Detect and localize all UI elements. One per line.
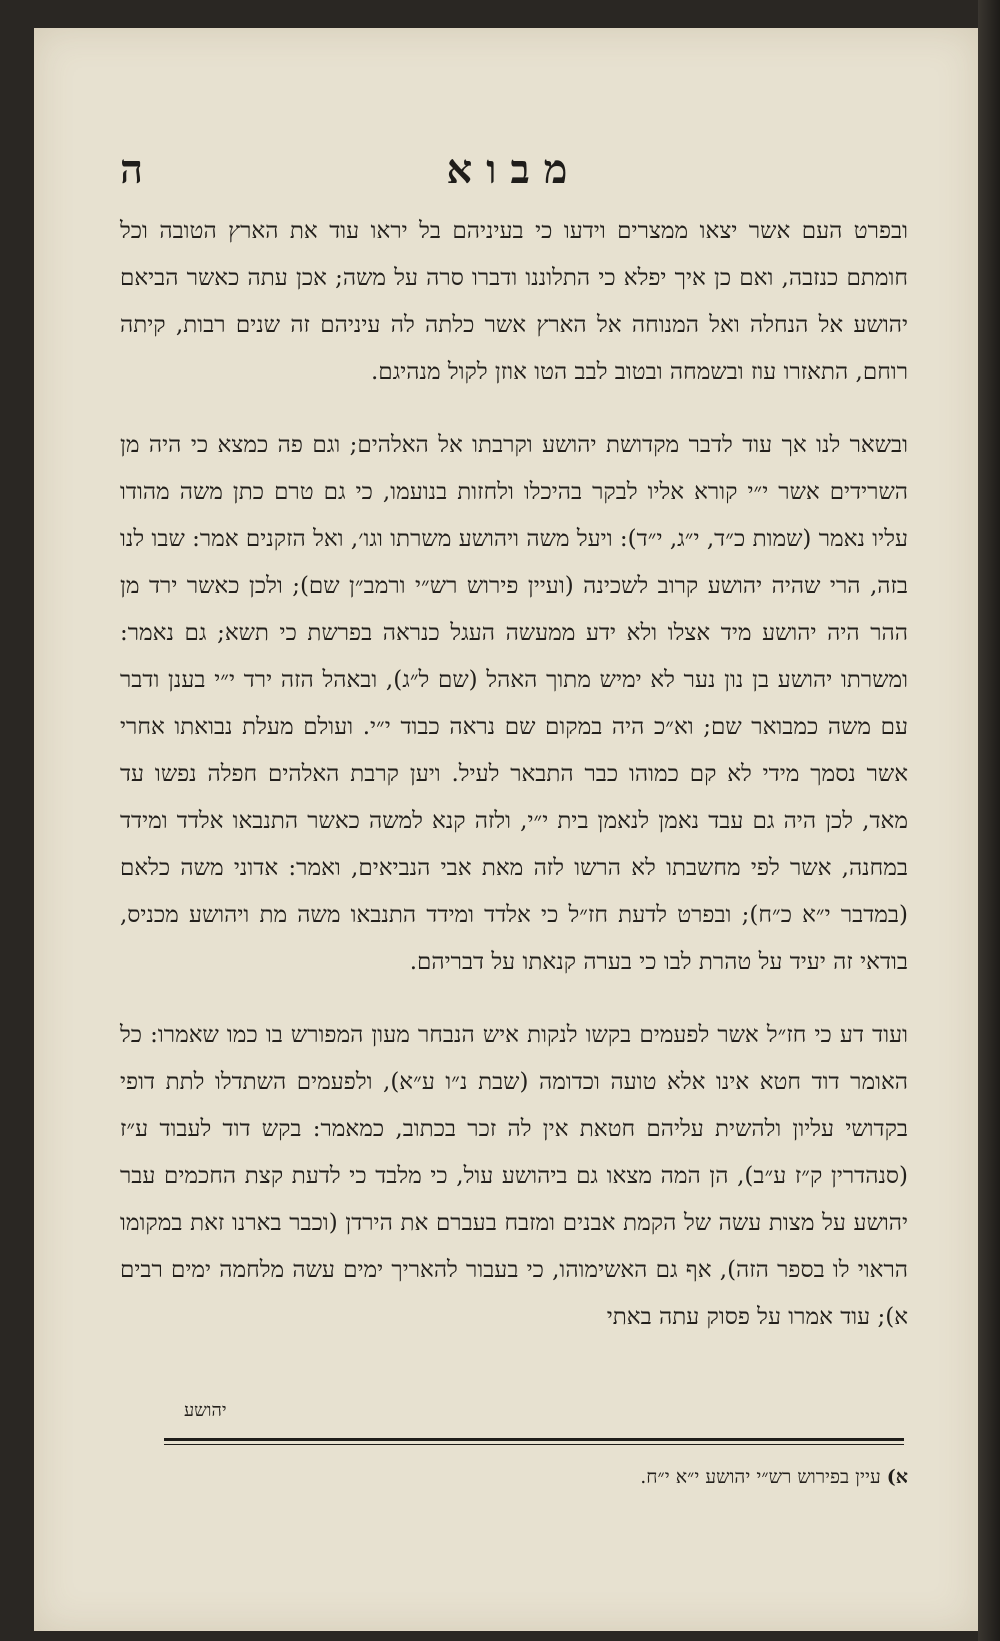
page-header — [34, 146, 978, 206]
paragraph: ובפרט העם אשר יצאו ממצרים וידעו כי בעיניהם בל יראו עוד את הארץ הטובה וכל חומתם כנזבה, ואם כן איך יפלא כי התלוננו ודברו סרה על משה; אכן עתה כאשר הביאם יהושע אל הנחלה ואל המנוחה אל הארץ אשר כלתה לה עיניהם זה שנים רבות, קיתה רוחם, התאזרו עוז ובשמחה ובטוב לבב הטו אוזן לקול מנהיגם. — [120, 218, 908, 385]
book-page — [34, 28, 978, 1631]
footnote-separator-thin — [164, 1444, 904, 1445]
footnote-marker: א) — [886, 1466, 908, 1488]
page-number: ה — [120, 146, 144, 193]
catchword: יהושע — [184, 1400, 227, 1421]
body-text — [120, 208, 908, 1341]
adjacent-page-edge — [978, 0, 1000, 1641]
page-title: מבוא — [446, 146, 582, 193]
paragraph: ועוד דע כי חז״ל אשר לפעמים בקשו לנקות איש הנבחר מעון המפורש בו כמו שאמרו: כל האומר דוד חטא אינו אלא טועה וכדומה (שבת נ״ו ע״א), ולפעמים השתדלו לתת דופי בקדושי עליון ולהשית עליהם חטאת אין לה זכר בכתוב, כמאמר: בקש דוד לעבוד ע״ז (סנהדרין ק״ז ע״ב), הן המה מצאו גם ביהושע עול, כי מלבד כי לדעת קצת החכמים עבר יהושע על מצות עשה של הקמת אבנים ומזבח בעברם את הירדן (וכבר בארנו זאת במקומו הראוי לו בספר הזה), אף גם האשימוהו, כי בעבור להאריך ימים עשה מלחמה ימים רבים א); עוד אמרו על פסוק עתה באתי — [120, 1022, 908, 1330]
footnote-separator — [164, 1438, 904, 1441]
paragraph: ובשאר לנו אך עוד לדבר מקדושת יהושע וקרבתו אל האלהים; וגם פה כמצא כי היה מן השרידים אשר י״י קורא אליו לבקר בהיכלו ולחזות בנועמו, כי גם טרם כתן משה מהודו עליו נאמר (שמות כ״ד, י״ג, י״ד): ויעל משה ויהושע משרתו וגו׳, ואל הזקנים אמר: שבו לנו בזה, הרי שהיה יהושע קרוב לשכינה (ועיין פירוש רש״י ורמב״ן שם); ולכן כאשר ירד מן ההר היה יהושע מיד אצלו ולא ידע ממעשה העגל כנראה בפרשת כי תשא; גם נאמר: ומשרתו יהושע בן נון נער לא ימיש מתוך האהל (שם ל״ג), ובאהל הזה ירד י״י בענן ודבר עם משה כמבואר שם; וא״כ היה במקום שם נראה כבוד י״י. ועולם מעלת נבואתו אחרי אשר נסמך מידי לא קם כמוהו כבר התבאר לעיל. ויען קרבת האלהים חפלה נפשו עד מאד, לכן היה גם עבד נאמן לנאמן בית י״י, ולזה קנא למשה כאשר התנבאו אלדד ומידד במחנה, אשר לפי מחשבתו לא הרשו לזה מאת אבי הנביאים, ואמר: אדוני משה כלאם (במדבר י״א כ״ח); ובפרט לדעת חז״ל כי אלדד ומידד התנבאו משה מת ויהושע מכניס, בודאי זה יעיד על טהרת לבו כי בערה קנאתו על דבריהם. — [120, 432, 908, 975]
footnote — [120, 1466, 908, 1489]
footnote-text: עיין בפירוש רש״י יהושע י״א י״ח. — [640, 1466, 881, 1488]
